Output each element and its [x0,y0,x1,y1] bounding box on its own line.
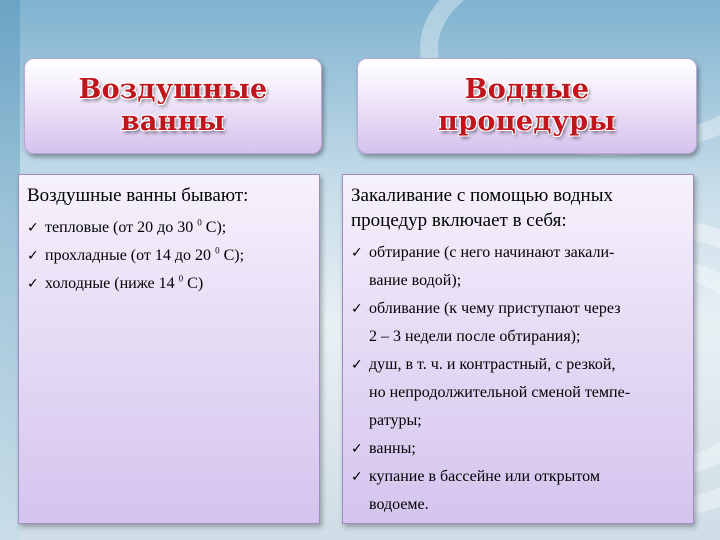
check-icon: ✓ [351,357,363,373]
air-baths-content [18,174,320,524]
item-line: 2 – 3 недели после обтирания); [369,328,581,345]
check-icon: ✓ [27,276,39,292]
item-line: обливание (к чему приступают через [369,300,621,317]
list-item [351,351,685,435]
check-icon: ✓ [351,469,363,485]
air-baths-list [27,214,311,298]
item-line: вание водой); [369,272,462,289]
degree-sup: 0 [178,273,184,284]
list-item [351,295,685,351]
list-item [27,214,311,242]
lead-text: Закаливание с помощью водных процедур включает в себя: [351,185,613,231]
item-line: купание в бассейне или открытом [369,468,600,485]
lead-text: Воздушные ванны бывают: [27,185,249,206]
item-line: ратуры; [369,412,422,429]
degree-sup: 0 [215,245,220,256]
list-item [27,242,311,270]
check-icon: ✓ [351,441,363,457]
item-unit: С); [201,219,227,236]
water-procedures-list [351,239,685,519]
header-water-procedures [357,58,697,154]
list-item [351,435,685,463]
item-text: холодные (ниже 14 [45,275,179,292]
header-title: Водные процедуры [438,74,616,137]
item-text: тепловые (от 20 до 30 [45,219,198,236]
check-icon: ✓ [351,301,363,317]
item-line: душ, в т. ч. и контрастный, с резкой, [369,356,616,373]
item-unit: С) [183,275,204,292]
item-text: прохладные (от 14 до 20 [45,247,216,264]
check-icon: ✓ [27,220,39,236]
item-unit: С); [219,247,245,264]
header-air-baths [24,58,322,154]
header-title: Воздушные ванны [78,74,268,137]
check-icon: ✓ [351,245,363,261]
list-item [351,463,685,519]
item-line: обтирание (с него начинают закали- [369,244,615,261]
item-line: ванны; [369,440,416,457]
check-icon: ✓ [27,248,39,264]
background-strip [0,0,20,540]
item-line: но непродолжительной сменой темпе- [369,384,631,401]
water-procedures-content [342,174,694,524]
degree-sup: 0 [197,217,202,228]
list-item [27,270,311,298]
item-line: водоеме. [369,496,429,513]
list-item [351,239,685,295]
